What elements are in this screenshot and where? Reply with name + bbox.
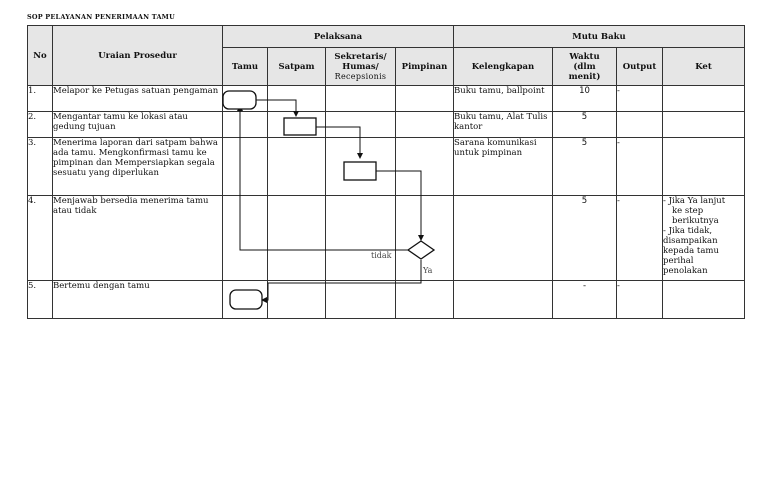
row-ket [663, 138, 745, 196]
cell-tamu [223, 86, 268, 112]
row-uraian: Menjawab bersedia menerima tamu atau tidak [53, 196, 223, 281]
cell-sekretaris [326, 281, 396, 319]
header-pimpinan: Pimpinan [396, 48, 454, 86]
cell-tamu [223, 281, 268, 319]
table-row [28, 196, 745, 281]
cell-pimpinan [396, 281, 454, 319]
row-waktu: 10 [553, 86, 617, 112]
header-satpam: Satpam [268, 48, 326, 86]
cell-tamu [223, 112, 268, 138]
cell-pimpinan [396, 112, 454, 138]
cell-satpam [268, 112, 326, 138]
table-row [28, 86, 745, 112]
document-title: SOP PELAYANAN PENERIMAAN TAMU [27, 13, 175, 21]
header-sekretaris-line2: Humas/ [342, 61, 379, 72]
header-waktu-line1: Waktu [569, 51, 600, 62]
cell-pimpinan [396, 86, 454, 112]
header-sekretaris [326, 48, 396, 86]
header-uraian: Uraian Prosedur [53, 26, 223, 86]
ket-line: - Jika Ya lanjut [663, 196, 726, 206]
label-ya: Ya [423, 266, 433, 275]
cell-satpam [268, 281, 326, 319]
row-ket [663, 196, 745, 281]
label-tidak: tidak [371, 251, 392, 260]
ket-line: perihal [663, 256, 694, 266]
table-row [28, 138, 745, 196]
row-no: 5. [28, 281, 53, 319]
row-uraian: Mengantar tamu ke lokasi atau gedung tujuan [53, 112, 223, 138]
cell-satpam [268, 86, 326, 112]
cell-sekretaris [326, 138, 396, 196]
table-row [28, 112, 745, 138]
header-kelengkapan: Kelengkapan [454, 48, 553, 86]
ket-line: penolakan [663, 266, 708, 276]
row-ket [663, 281, 745, 319]
header-waktu-line2: (dlm [573, 61, 596, 72]
row-output: - [617, 86, 663, 112]
row-no: 4. [28, 196, 53, 281]
header-tamu: Tamu [223, 48, 268, 86]
row-kelengkapan: Buku tamu, Alat Tulis kantor [454, 112, 553, 138]
row-waktu: 5 [553, 112, 617, 138]
ket-line: disampaikan [663, 236, 718, 246]
cell-pimpinan [396, 196, 454, 281]
row-uraian: Melapor ke Petugas satuan pengaman [53, 86, 223, 112]
row-kelengkapan [454, 196, 553, 281]
row-no: 2. [28, 112, 53, 138]
row-output: - [617, 138, 663, 196]
header-no: No [28, 26, 53, 86]
cell-sekretaris [326, 112, 396, 138]
cell-satpam [268, 196, 326, 281]
cell-pimpinan [396, 138, 454, 196]
header-pelaksana: Pelaksana [223, 26, 454, 48]
row-kelengkapan [454, 281, 553, 319]
ket-line: berikutnya [672, 216, 719, 226]
row-no: 3. [28, 138, 53, 196]
row-uraian: Bertemu dengan tamu [53, 281, 223, 319]
header-sekretaris-line3: Recepsionis [334, 71, 387, 81]
ket-line: - Jika tidak, [663, 226, 713, 236]
row-ket [663, 86, 745, 112]
ket-line: kepada tamu [663, 246, 719, 256]
cell-sekretaris [326, 196, 396, 281]
row-kelengkapan: Sarana komunikasi untuk pimpinan [454, 138, 553, 196]
row-kelengkapan: Buku tamu, ballpoint [454, 86, 553, 112]
cell-satpam [268, 138, 326, 196]
row-output: - [617, 281, 663, 319]
row-waktu: 5 [553, 196, 617, 281]
header-mutu-baku: Mutu Baku [454, 26, 745, 48]
row-waktu: 5 [553, 138, 617, 196]
table-row [28, 281, 745, 319]
row-uraian: Menerima laporan dari satpam bahwa ada tamu. Mengkonfirmasi tamu ke pimpinan dan Mempersiapkan segala sesuatu yang diperlukan [53, 138, 223, 196]
sop-table [27, 25, 745, 319]
row-output [617, 112, 663, 138]
cell-tamu [223, 196, 268, 281]
header-ket: Ket [663, 48, 745, 86]
cell-sekretaris [326, 86, 396, 112]
header-sekretaris-line1: Sekretaris/ [334, 51, 387, 62]
row-waktu: - [553, 281, 617, 319]
ket-line: ke step [672, 206, 704, 216]
header-waktu-line3: menit) [568, 71, 601, 82]
cell-tamu [223, 138, 268, 196]
row-ket [663, 112, 745, 138]
header-waktu [553, 48, 617, 86]
row-no: 1. [28, 86, 53, 112]
header-output: Output [617, 48, 663, 86]
row-output: - [617, 196, 663, 281]
